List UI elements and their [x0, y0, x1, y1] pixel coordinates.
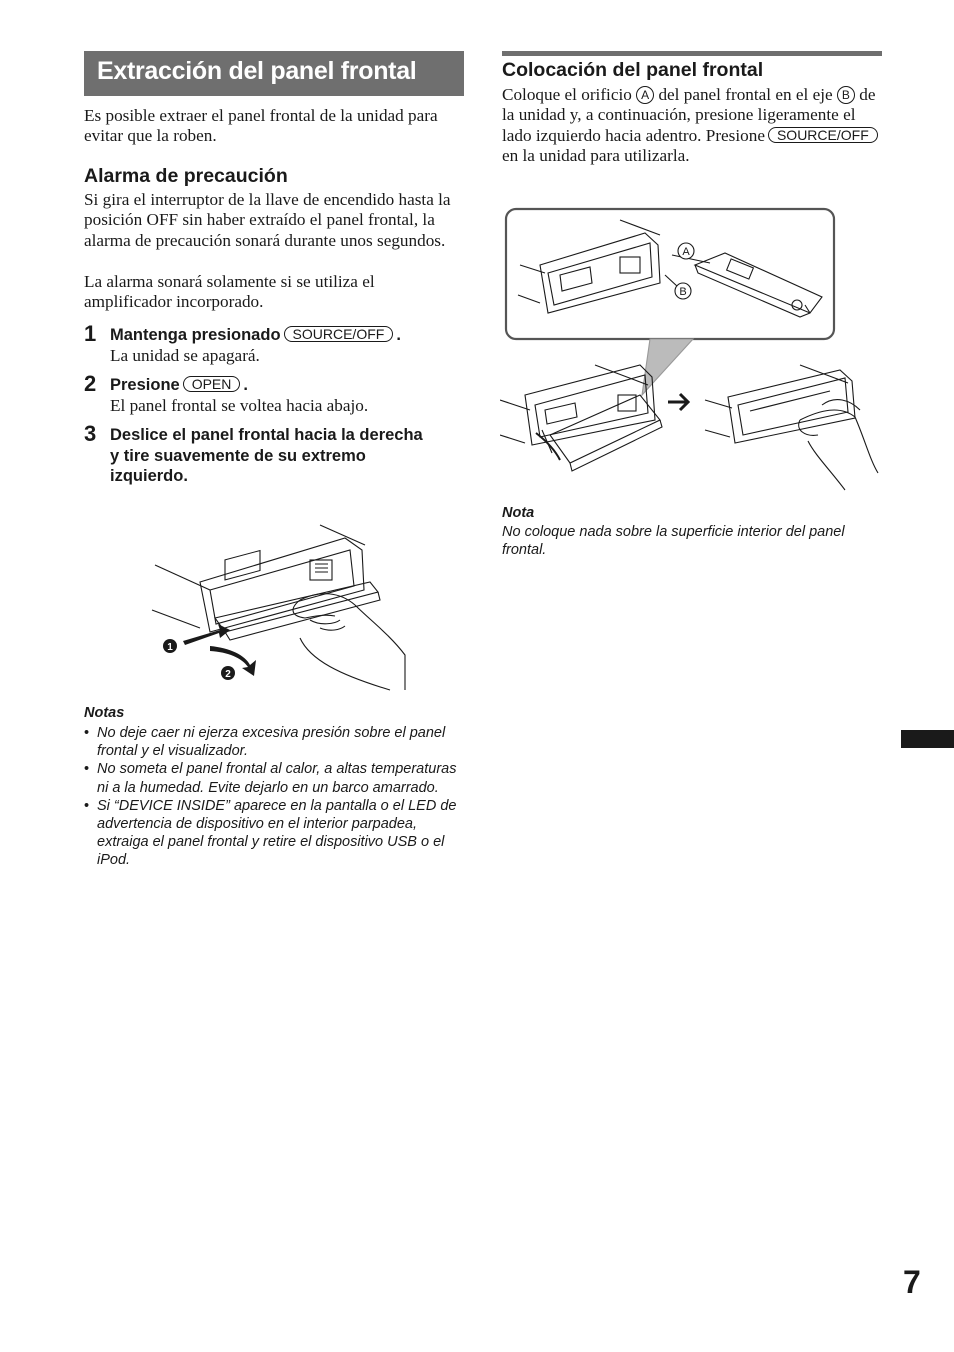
- figure-label-a: A: [682, 246, 690, 258]
- attach-panel-illustration: [500, 205, 885, 495]
- step-2-number: 2: [84, 371, 97, 396]
- step-3-title: Deslice el panel frontal hacia la derecha y tire suavemente de su extremo izquierdo.: [110, 426, 423, 485]
- step-3-number: 3: [84, 421, 97, 446]
- note-heading: Nota: [502, 505, 535, 521]
- note-item: • No deje caer ni ejerza excesiva presión sobre el panel frontal y el visualizador.: [84, 724, 464, 760]
- alarm-paragraph-1: Si gira el interruptor de la llave de encendido hasta la posición OFF sin haber extraído el panel frontal, la alarma de precaución sonará durante unos segundos.: [84, 190, 451, 250]
- attach-text-2: del panel frontal en el eje: [658, 85, 833, 104]
- attach-text-1: Coloque el orificio: [502, 85, 632, 104]
- label-a-icon: A: [636, 86, 654, 104]
- step-2-title: [110, 375, 464, 396]
- attach-paragraph: [502, 85, 882, 167]
- attach-text-3: de la unidad y, a continuación, presione ligeramente el lado izquierdo hacia adentro. Presione: [502, 85, 876, 145]
- side-tab-marker: [901, 730, 954, 748]
- remove-panel-illustration: [150, 520, 420, 695]
- note-item: • Si “DEVICE INSIDE” aparece en la pantalla o el LED de advertencia de dispositivo en el interior parpadea, extraiga el panel frontal y retire el dispositivo USB o el iPod.: [84, 797, 464, 870]
- right-column-rule: [502, 51, 882, 56]
- step-1-suffix: .: [396, 326, 401, 344]
- notes-list: [84, 724, 464, 870]
- step-2-text: Presione: [110, 376, 180, 394]
- alarm-paragraph-2: La alarma sonará solamente si se utiliza el amplificador incorporado.: [84, 272, 375, 312]
- note-text: No coloque nada sobre la superficie interior del panel frontal.: [502, 524, 845, 559]
- figure-label-b: B: [679, 286, 687, 298]
- step-1-desc: La unidad se apagará.: [110, 346, 260, 365]
- note-item: • No someta el panel frontal al calor, a altas temperaturas ni a la humedad. Evite dejarlo en un barco amarrado.: [84, 760, 464, 796]
- source-off-button-label: SOURCE/OFF: [284, 326, 394, 342]
- page-title: Extracción del panel frontal: [97, 57, 417, 85]
- step-1-title: [110, 325, 464, 346]
- figure-label-1: 1: [167, 642, 173, 653]
- step-1-number: 1: [84, 321, 97, 346]
- open-button-label: OPEN: [183, 376, 241, 392]
- alarm-heading: Alarma de precaución: [84, 165, 288, 187]
- step-2-suffix: .: [243, 376, 248, 394]
- step-2-desc: El panel frontal se voltea hacia abajo.: [110, 396, 369, 415]
- source-off-button-label-2: SOURCE/OFF: [768, 127, 878, 143]
- attach-text-4: en la unidad para utilizarla.: [502, 146, 690, 166]
- step-1-text: Mantenga presionado: [110, 326, 281, 344]
- attach-heading: Colocación del panel frontal: [502, 59, 764, 81]
- notes-heading: Notas: [84, 705, 125, 721]
- figure-label-2: 2: [225, 669, 231, 680]
- label-b-icon: B: [837, 86, 855, 104]
- page-number: 7: [903, 1264, 921, 1300]
- section-title-bar: [84, 51, 464, 96]
- intro-paragraph: Es posible extraer el panel frontal de la unidad para evitar que la roben.: [84, 106, 438, 146]
